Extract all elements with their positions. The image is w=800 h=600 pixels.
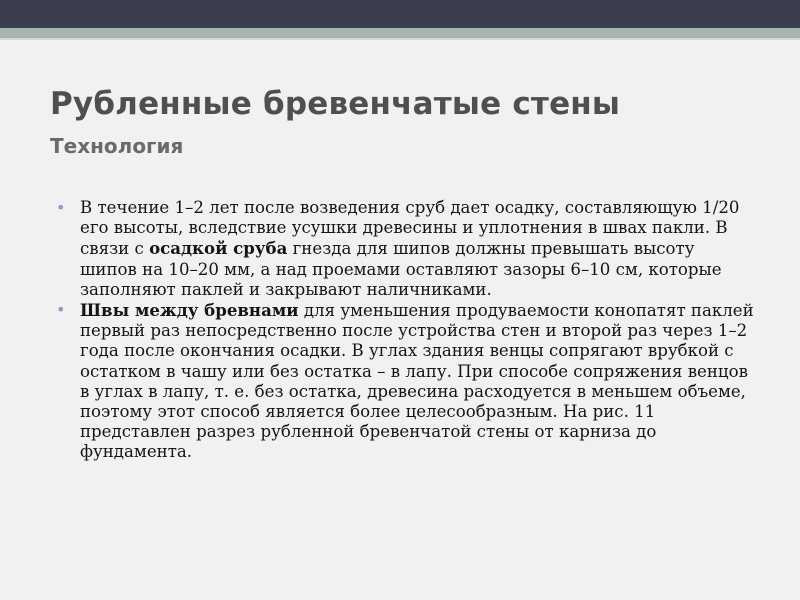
bullet-item [54, 300, 754, 463]
top-decor-stripe [0, 28, 800, 38]
bullet-dot-icon: • [56, 198, 66, 217]
bullet-text [80, 198, 739, 299]
slide-title: Рубленные бревенчатые стены [50, 86, 621, 122]
bullet-text-segment: для уменьшения продуваемости конопатят паклей первый раз непосредственно после устройства стен и второй раз через 1–2 года после окончания осадки. В углах здания венцы сопрягают врубкой с остатком в чашу или без остатка – в лапу. При способе сопряжения венцов в углах в лапу, т. е. без остатка, древесина расходуется в меньшем объеме, поэтому этот способ является более целесообразным. На рис. 11 представлен разрез рубленной бревенчатой стены от карниза до фундамента. [80, 301, 754, 462]
top-decor-band [0, 0, 800, 28]
bullet-text-segment: В течение 1–2 лет после возведения сруб дает осадку, составляющую 1/20 его высоты, вследствие усушки древесины и уплотнения в швах пакли. В связи с [80, 198, 740, 259]
bullet-text-segment: гнезда для шипов должны превышать высоту шипов на 10–20 мм, а над проемами оставляют зазоры 6–10 см, которые заполняют паклей и закрывают наличниками. [80, 239, 722, 299]
bullet-item [54, 198, 754, 300]
top-decor-line [0, 38, 800, 40]
bullet-dot-icon: • [56, 300, 66, 320]
bullet-list [54, 198, 754, 463]
bullet-text [80, 301, 754, 461]
slide-subtitle: Технология [50, 134, 184, 158]
bullet-text-emphasis: осадкой сруба [149, 238, 288, 259]
bullet-text-emphasis: Швы между бревнами [80, 300, 299, 321]
